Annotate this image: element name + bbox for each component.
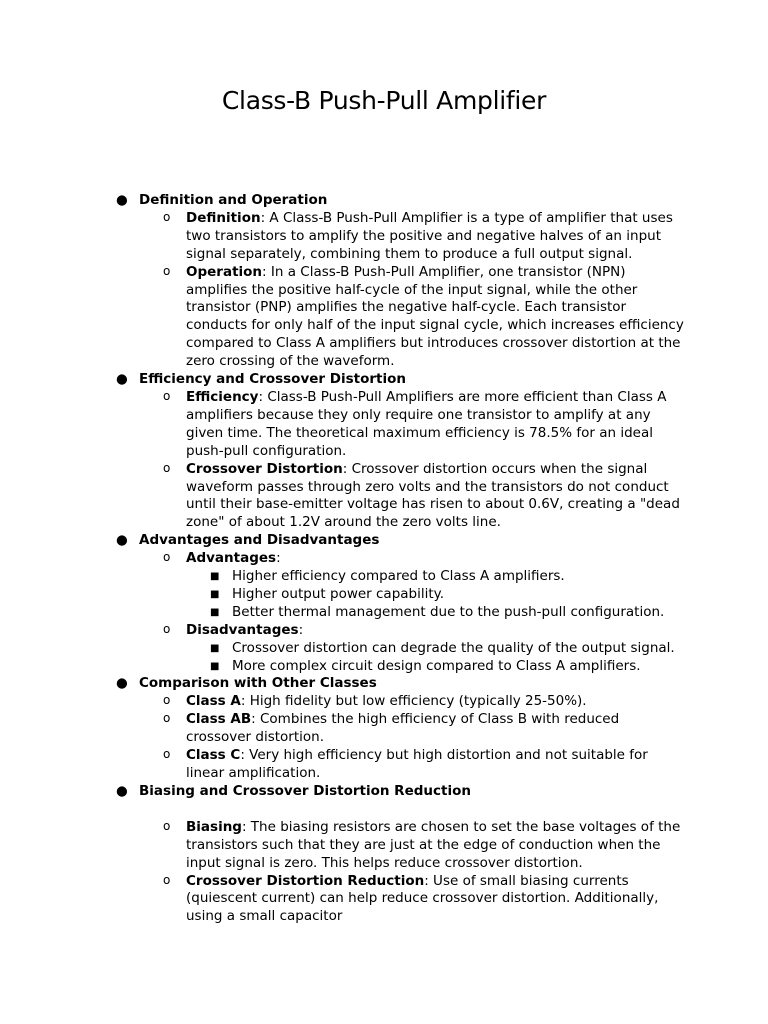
item-text: : High fidelity but low efficiency (typically 25-50%). bbox=[240, 693, 587, 710]
list-item bbox=[163, 388, 686, 461]
list-item bbox=[163, 460, 686, 533]
bullet-circle-icon: o bbox=[163, 693, 171, 708]
list-item bbox=[163, 550, 686, 568]
bullet-square-icon: ■ bbox=[210, 571, 220, 583]
item-text: : Very high efficiency but high distortion and not suitable for linear amplification. bbox=[186, 747, 648, 781]
bullet-disc-icon: ● bbox=[116, 532, 128, 549]
item-text: : bbox=[276, 550, 281, 567]
item-text: : Class-B Push-Pull Amplifiers are more efficient than Class A amplifiers because they only require one transistor to amplify at any given time. The theoretical maximum efficiency is 78.5% for an ideal push-pull configuration. bbox=[186, 388, 667, 459]
section-heading: ● Biasing and Crossover Distortion Reduction bbox=[116, 782, 471, 799]
bullet-disc-icon: ● bbox=[116, 371, 128, 388]
bullet-square-icon: ■ bbox=[210, 642, 220, 654]
list-item bbox=[163, 263, 686, 371]
section-heading: ● Comparison with Other Classes bbox=[116, 675, 377, 692]
list-item bbox=[163, 693, 686, 711]
item-text: : Use of small biasing currents (quiescent current) can help reduce crossover distortion. Additionally, using a small capacitor bbox=[186, 872, 659, 925]
list-item bbox=[163, 872, 686, 927]
list-item bbox=[163, 621, 686, 640]
blank-line bbox=[0, 801, 768, 819]
document-body bbox=[0, 192, 768, 926]
term: Class C bbox=[186, 747, 241, 764]
list-item bbox=[163, 209, 686, 264]
term: Operation bbox=[186, 263, 263, 280]
bullet-circle-icon: o bbox=[163, 818, 171, 833]
item-text: : The biasing resistors are chosen to set the base voltages of the transistors such that they are just at the edge of conduction when the input signal is zero. This helps reduce crossover distortion. bbox=[186, 818, 681, 871]
term: Crossover Distortion Reduction bbox=[186, 872, 425, 889]
bullet-disc-icon: ● bbox=[116, 675, 128, 692]
sub-list-item: ■ Higher output power capability. bbox=[210, 585, 445, 602]
term: Definition bbox=[186, 209, 261, 226]
bullet-disc-icon: ● bbox=[116, 192, 128, 208]
sub-list-item: ■ More complex circuit design compared to Class A amplifiers. bbox=[210, 657, 641, 674]
sub-list-item: ■ Higher efficiency compared to Class A amplifiers. bbox=[210, 568, 565, 585]
term: Efficiency bbox=[186, 388, 259, 405]
bullet-circle-icon: o bbox=[163, 621, 171, 636]
bullet-circle-icon: o bbox=[163, 388, 171, 403]
list-item bbox=[163, 818, 686, 873]
term: Class A bbox=[186, 693, 241, 710]
term: Biasing bbox=[186, 818, 242, 835]
bullet-circle-icon: o bbox=[163, 209, 171, 224]
page-title: Class-B Push-Pull Amplifier bbox=[221, 86, 547, 115]
bullet-circle-icon: o bbox=[163, 711, 171, 726]
term: Disadvantages bbox=[186, 621, 299, 638]
bullet-circle-icon: o bbox=[163, 460, 171, 475]
bullet-square-icon: ■ bbox=[210, 588, 220, 600]
term: Crossover Distortion bbox=[186, 460, 343, 477]
bullet-circle-icon: o bbox=[163, 550, 171, 565]
term: Advantages bbox=[186, 550, 277, 567]
item-text: : Crossover distortion occurs when the signal waveform passes through zero volts and the transistors do not conduct until their base-emitter voltage has risen to about 0.6V, creating a "dead zone" of about 1.2V around the zero volts line. bbox=[186, 460, 680, 531]
bullet-circle-icon: o bbox=[163, 872, 171, 887]
list-item bbox=[163, 711, 686, 747]
bullet-square-icon: ■ bbox=[210, 660, 220, 672]
section-heading: ● Definition and Operation bbox=[116, 192, 328, 208]
item-text: : A Class-B Push-Pull Amplifier is a type of amplifier that uses two transistors to amplify the positive and negative halves of an input signal separately, combining them to produce a full output signal. bbox=[186, 209, 673, 262]
bullet-disc-icon: ● bbox=[116, 782, 128, 799]
item-text: : Combines the high efficiency of Class B with reduced crossover distortion. bbox=[186, 711, 620, 746]
section-heading: ● Advantages and Disadvantages bbox=[116, 532, 380, 549]
list-item bbox=[163, 747, 686, 783]
sub-list-item: ■ Crossover distortion can degrade the quality of the output signal. bbox=[210, 639, 675, 656]
bullet-circle-icon: o bbox=[163, 263, 171, 278]
sub-list-item: ■ Better thermal management due to the push-pull configuration. bbox=[210, 603, 665, 620]
term: Class AB bbox=[186, 711, 252, 728]
item-text: : In a Class-B Push-Pull Amplifier, one transistor (NPN) amplifies the positive half-cycle of the input signal, while the other transistor (PNP) amplifies the negative half-cycle. Each transistor conducts for only half of the input signal cycle, which increases efficiency compared to Class A amplifiers but introduces crossover distortion at the zero crossing of the waveform. bbox=[186, 263, 684, 370]
bullet-square-icon: ■ bbox=[210, 606, 220, 618]
bullet-circle-icon: o bbox=[163, 747, 171, 762]
item-text: : bbox=[298, 621, 304, 638]
section-heading: ● Efficiency and Crossover Distortion bbox=[116, 371, 406, 388]
